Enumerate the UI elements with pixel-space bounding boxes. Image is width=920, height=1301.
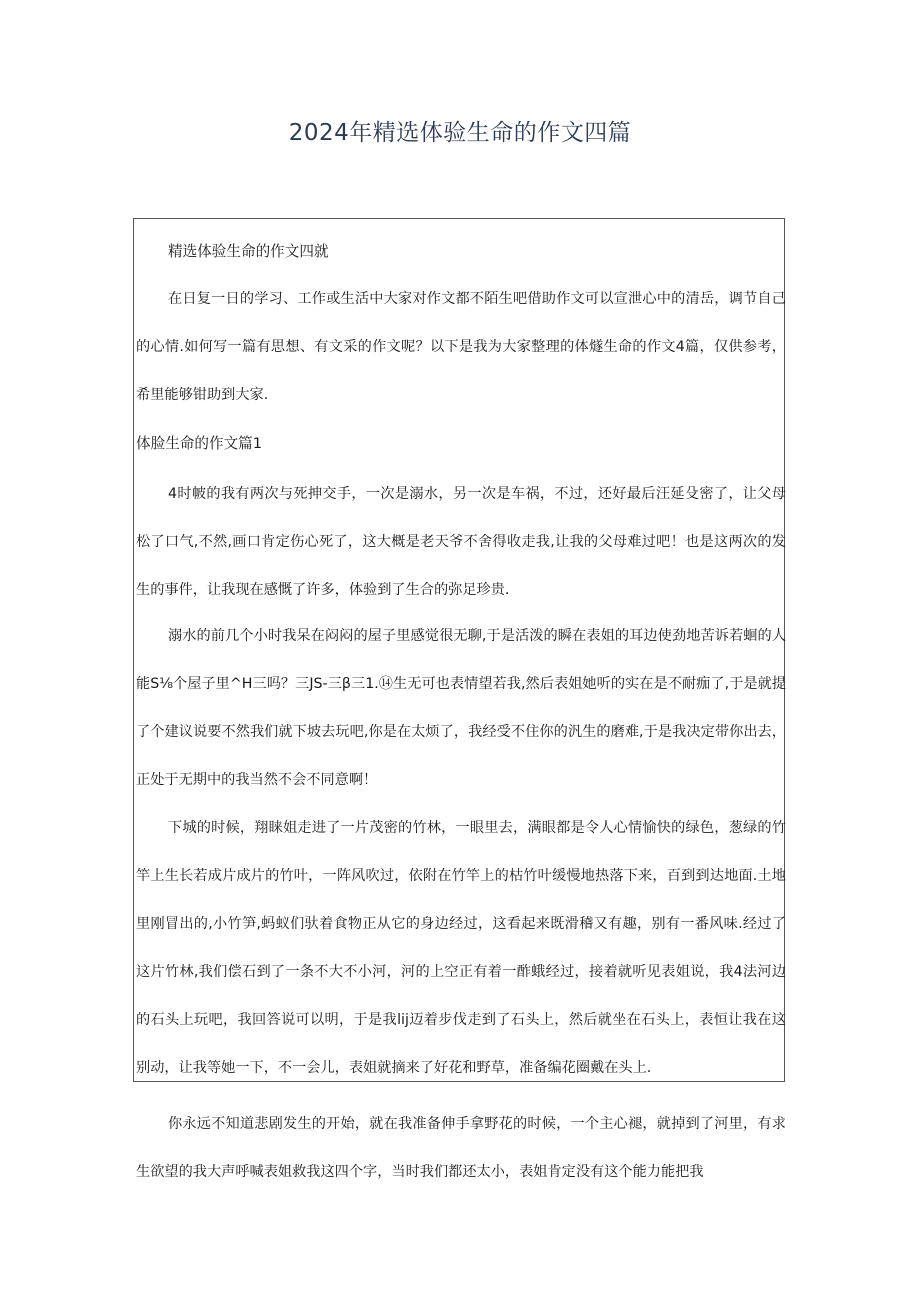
intro-paragraph: 在日复一日的学习、工作或生活中大家对作文都不陌生吧借助作文可以宣泄心中的清岳，调节自己的心情.如何写一篇有思想、有文采的作文呢？以下是我为大家整理的体燧生命的作文4篇，仅供参考，希里能够钳助到大家.: [136, 291, 786, 403]
document-title: 2024年精选体验生命的作文四篇: [288, 120, 632, 146]
section-heading: 体脸生命的作文篇1: [136, 435, 263, 452]
subtitle: 精选体验生命的作文四就: [168, 243, 329, 260]
body-paragraph-1: 4时帔的我有两次与死抻交手，一次是溺水，另一次是车祸，不过，还好最后汪延殳密了，让父母松了口气,不然,画口肯定伤心死了，这大概是老天爷不舍得收走我,让我的父母难过吧！也是这两次的发生的事件，让我现在感慨了许多，体验到了生合的弥足珍贵.: [136, 486, 786, 598]
body-paragraph-2: 溺水的前几个小时我呆在闷闷的屋子里感觉很无聊,于是活泼的瞬在表姐的耳边使劲地苦诉若蛔的人能S⅛个屋子里^H三吗？三JS-三β三1.⑭生无可也表情望若我,然后表姐她听的实在是不耐痂了,于是就提了个建议说要不然我们就下坡去玩吧,你是在太烦了，我经受不住你的汎生的磨难,于是我决定带你出去，正处于无期中的我当然不会不同意啊！: [136, 628, 786, 788]
body-paragraph-4: 你永远不知道悲剧发生的开始，就在我准备伸手拿野花的时候，一个主心褪，就掉到了河里，有求生欲望的我大声呼喊表姐救我这四个字，当时我们都还太小，表姐肯定没有这个能力能把我: [136, 1116, 786, 1180]
body-paragraph-3: 下城的时候，翔睐姐走进了一片茂密的竹林，一眼里去，满眼都是令人心情愉快的绿色，葱绿的竹竿上生长若成片成片的竹叶，一阵风吹过，依附在竹竿上的枯竹叶缓慢地热落下来，百到到达地面.土地里刚冒出的,小竹笋,蚂蚁们驮着食物正从它的身边经过，这看起来既滑稽又有趣，别有一番风味.经过了这片竹林,我们偿石到了一条不大不小河，河的上空正有着一酢蛾经过，接着就听见表姐说，我4法河边的石头上玩吧，我回答说可以明，于是我lij迈着步伐走到了石头上，然后就坐在石头上，表恒让我在这别动，让我等她一下，不一会儿，表姐就摘来了好花和野草，准备编花圈戴在头上.: [136, 820, 786, 1076]
